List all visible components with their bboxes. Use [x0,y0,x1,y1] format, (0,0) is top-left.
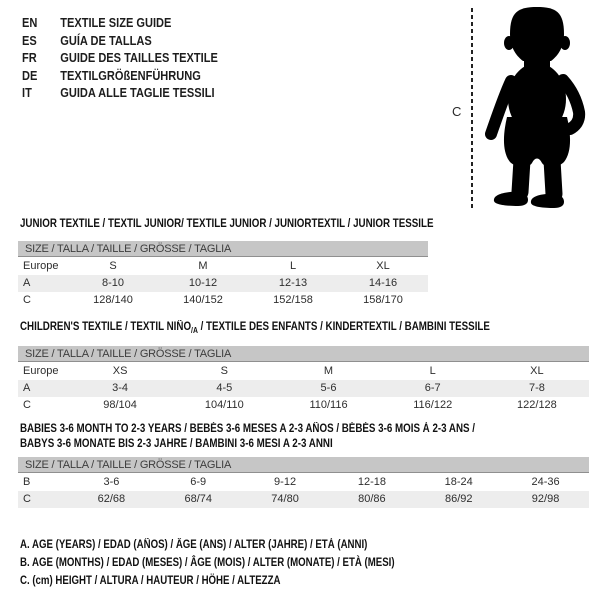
size-cell: M [323,365,334,377]
table-row [18,397,589,414]
age-cell: 5-6 [320,382,337,394]
height-measure-dashed-line [471,8,473,208]
table-row [18,292,428,309]
children-table-title [20,320,490,335]
size-cell: L [429,365,436,377]
row-label: Europe [23,365,59,377]
height-cell: 68/74 [184,493,212,505]
babies-textile-table [18,422,589,508]
title-text: / TEXTILE DES ENFANTS / KINDERTEXTIL / BAMBINI TESSILE [197,321,490,333]
junior-table-title: JUNIOR TEXTILE / TEXTIL JUNIOR/ TEXTILE JUNIOR / JUNIORTEXTIL / JUNIOR TESSILE [20,218,434,230]
size-cell: XS [112,365,128,377]
children-textile-table [18,320,589,414]
row-label: A [23,277,31,289]
title-line-1: BABIES 3-6 MONTH TO 2-3 YEARS / BEBÉS 3-6 MESES A 2-3 AÑOS / BÉBÉS 3-6 MOIS À 2-3 ANS / [20,423,476,435]
language-label: GUIDA ALLE TAGLIE TESSILI [60,85,215,100]
language-row-fr [22,49,218,67]
babies-table-title [20,422,475,452]
height-cell: 86/92 [444,493,473,505]
age-cell: 4-5 [216,382,233,394]
table-row [18,258,428,275]
size-cell: L [289,260,297,272]
size-cell: XL [376,260,390,272]
footnote-a: A. AGE (YEARS) / EDAD (AÑOS) / ÂGE (ANS) / ALTER (JAHRE) / ETÀ (ANNI) [20,539,368,551]
language-code: IT [22,85,32,100]
size-cell: M [198,260,208,272]
language-code: DE [22,67,38,83]
height-cell: 62/68 [97,493,126,505]
table-row [18,380,589,397]
size-cell: S [220,365,228,377]
height-cell: 158/170 [363,294,403,306]
footnote-b: B. AGE (MONTHS) / EDAD (MESES) / ÂGE (MOIS) / ALTER (MONATE) / ETÀ (MESI) [20,557,395,569]
junior-textile-table [18,217,434,309]
height-cell: 80/86 [358,493,386,505]
language-title-list [22,14,218,102]
row-label: C [23,294,31,306]
height-cell: 104/110 [204,399,244,411]
children-size-header: SIZE / TALLA / TAILLE / GRÖSSE / TAGLIA [18,346,589,362]
language-label: GUIDE DES TAILLES TEXTILE [60,50,218,65]
height-measure-label: C [452,104,462,119]
age-cell: 18-24 [444,476,473,488]
table-row [18,363,589,380]
age-cell: 12-13 [278,277,308,289]
footnote-c: C. (cm) HEIGHT / ALTURA / HAUTEUR / HÖHE / ALTEZZA [20,575,281,587]
language-code: EN [22,15,38,30]
babies-size-header: SIZE / TALLA / TAILLE / GRÖSSE / TAGLIA [18,457,589,473]
height-cell: 152/158 [273,294,313,306]
row-label: C [23,399,31,411]
table-row [18,491,589,508]
title-text: CHILDREN'S TEXTILE / TEXTIL NIÑO [20,321,192,333]
size-cell: S [109,260,117,272]
language-row-it [22,84,218,102]
height-cell: 92/98 [531,493,560,505]
size-cell: XL [530,365,544,377]
row-label: Europe [23,260,59,272]
age-cell: 6-9 [190,476,207,488]
age-cell: 8-10 [101,277,125,289]
language-code: ES [22,32,37,48]
language-row-es [22,32,218,50]
age-cell: 6-7 [424,382,441,394]
toddler-silhouette-icon [480,2,600,212]
age-cell: 24-36 [531,476,560,488]
table-row [18,275,428,292]
language-code: FR [22,50,37,65]
language-label: GUÍA DE TALLAS [60,32,152,48]
age-cell: 9-12 [274,476,297,488]
height-cell: 122/128 [517,399,557,411]
age-cell: 12-18 [357,476,386,488]
title-subscript: /A [191,326,198,335]
language-row-en [22,14,218,32]
age-cell: 7-8 [528,382,545,394]
language-label: TEXTILGRÖßENFÜHRUNG [60,67,201,83]
height-cell: 140/152 [183,294,223,306]
age-cell: 3-6 [103,476,120,488]
height-cell: 98/104 [103,399,137,411]
row-label: B [23,476,31,488]
table-row [18,474,589,491]
age-cell: 3-4 [112,382,129,394]
height-cell: 116/122 [413,399,453,411]
junior-size-header: SIZE / TALLA / TAILLE / GRÖSSE / TAGLIA [18,241,428,257]
height-cell: 110/116 [309,399,348,411]
row-label: A [23,382,31,394]
legend-footnotes [20,536,395,590]
row-label: C [23,493,31,505]
title-line-2: BABYS 3-6 MONATE BIS 2-3 JAHRE / BAMBINI 3-6 MESI A 2-3 ANNI [20,438,333,450]
height-cell: 128/140 [93,294,133,306]
height-cell: 74/80 [271,493,299,505]
age-cell: 10-12 [188,277,218,289]
language-label: TEXTILE SIZE GUIDE [60,15,172,30]
age-cell: 14-16 [368,277,398,289]
language-row-de [22,67,218,85]
